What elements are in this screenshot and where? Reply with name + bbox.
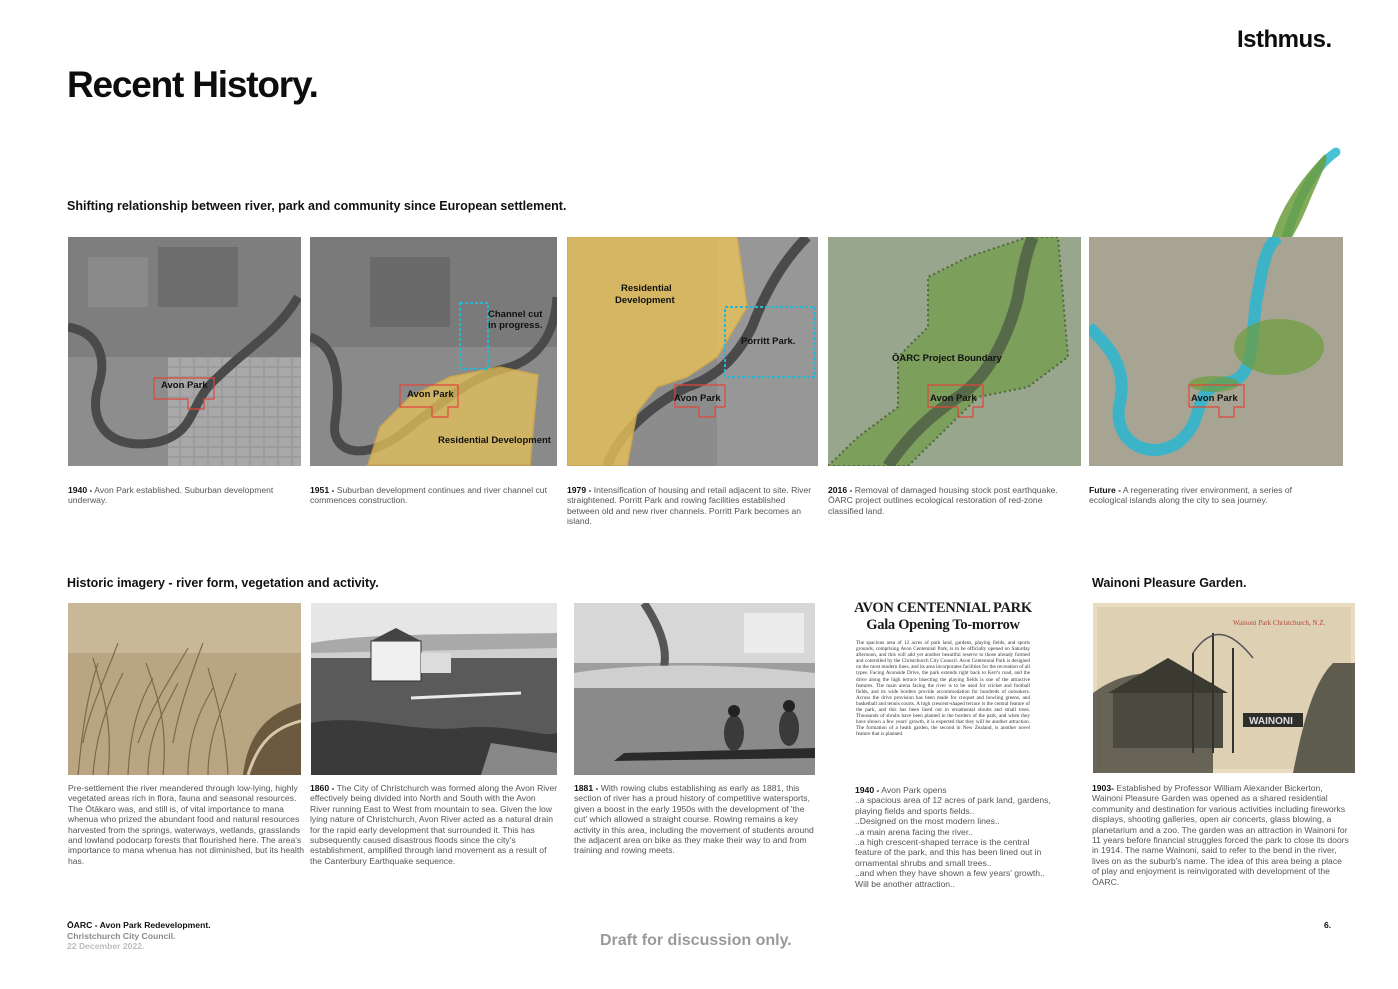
caption-1940: 1940 - Avon Park established. Suburban development underway.: [68, 485, 274, 506]
caption-future: Future - A regenerating river environment, a series of ecological islands along the city to sea journey.: [1089, 485, 1293, 506]
draft-notice: Draft for discussion only.: [600, 932, 792, 949]
section-heading-wainoni: Wainoni Pleasure Garden.: [1092, 576, 1247, 590]
map-label: Avon Park: [1191, 393, 1238, 404]
map-label: ŌARC Project Boundary: [892, 353, 1002, 364]
map-label: Avon Park: [161, 380, 208, 391]
footer-date: 22 December 2022.: [67, 941, 145, 951]
photo-wainoni-postcard: [1093, 603, 1355, 773]
footer-project: ŌARC - Avon Park Redevelopment.: [67, 920, 211, 930]
caption-1951: 1951 - Suburban development continues and river channel cut commences construction.: [310, 485, 547, 506]
newspaper-clipping: [852, 600, 1034, 778]
section-heading-timeline: Shifting relationship between river, park and community since European settlement.: [67, 199, 567, 213]
footer-client: Christchurch City Council.: [67, 930, 176, 941]
map-2016: [828, 237, 1081, 466]
caption-1979: 1979 - Intensification of housing and retail adjacent to site. River straightened. Porritt Park and rowing facilities established between old and new river channels. Porritt Park becomes an island.: [567, 485, 812, 527]
caption-2016: 2016 - Removal of damaged housing stock post earthquake. ŌARC project outlines ecological restoration of red-zone classified land.: [828, 485, 1058, 516]
map-label: Avon Park: [407, 389, 454, 400]
caption-1860: 1860 - The City of Christchurch was formed along the Avon River effectively being divided into North and South with the Avon River running East to West from mountain to sea. Given the low lying nature of Christchurch, Avon River acted as a natural drain for the rapid early development that surrounded it. This has subsequently caused disastrous floods since the city's establishment, amplified through land movement as a result of the Canterbury Earthquake sequence.: [310, 783, 558, 866]
page-title: Recent History.: [67, 64, 318, 105]
map-label: Avon Park: [930, 393, 977, 404]
map-1951: [310, 237, 557, 466]
map-label: Avon Park: [674, 393, 721, 404]
map-label: Porritt Park.: [741, 336, 796, 347]
photo-pre-settlement: [68, 603, 301, 775]
map-label: in progress.: [488, 320, 543, 331]
footer-project-info: [67, 920, 211, 952]
caption-1940-park: 1940 - Avon Park opens ..a spacious area of 12 acres of park land, gardens, playing fields and sports fields.. ..Designed on the most modern lines.. ..a main arena facing the river.. ..a high crescent-shaped terrace is the central feature of the park, and this has been lined out in ornamental shrubs and small trees.. ..and when they have shown a few years' growth.. Will be another attraction..: [855, 785, 1051, 889]
caption-1903: 1903- Established by Professor William Alexander Bickerton, Wainoni Pleasure Garden was opened as a shared residential community and destination for various activities including fireworks displays, shooting galleries, open air concerts, glass blowing, a planetarium and a zoo. The garden was an attraction in Wainoni for 11 years before financial struggles forced the park to close its doors in 1914. The name Wainoni, said to refer to the bend in the river, lives on as the suburb's name. The idea of this area being a place of play and enjoyment is reinvigorated with development of the ŌARC.: [1092, 783, 1349, 887]
map-1979: [567, 237, 818, 466]
photo-1881: [574, 603, 815, 775]
map-label: Development: [615, 295, 675, 306]
map-1940: [68, 237, 301, 466]
postcard-title: Wainoni Park Christchurch, N.Z.: [1233, 619, 1326, 627]
page-number: 6.: [1324, 920, 1332, 930]
section-heading-historic: Historic imagery - river form, vegetation and activity.: [67, 576, 379, 590]
caption-pre-settlement: Pre-settlement the river meandered through low-lying, highly vegetated areas rich in flora, fauna and seasonal resources. The Ōtākaro was, and still is, of vital importance to mana whenua who prized the abundant food and natural resources harvested from the springs, waterways, wetlands, grasslands and lowland podocarp forests that flourished here. The area's importance to mana whenua has not diminished, but its health has.: [68, 783, 304, 866]
photo-1860: [311, 603, 557, 775]
postcard-sign: WAINONI: [1249, 716, 1293, 727]
map-label: Residential: [621, 283, 672, 294]
map-label: Residential Development: [438, 435, 551, 446]
caption-1881: 1881 - With rowing clubs establishing as early as 1881, this section of river has a proud history of competitive watersports, given a boost in the early 1950s with the development of 'the cut' which allowed a straight course. Rowing remains a key activity in this area, including the movement of students around the adjacent area on bike as they make their way to and from training and rowing meets.: [574, 783, 814, 856]
map-future: [1089, 237, 1343, 466]
newspaper-subheadline: Gala Opening To-morrow: [866, 617, 1020, 633]
brand-logo: Isthmus.: [1237, 26, 1332, 53]
map-label: Channel cut: [488, 309, 543, 320]
newspaper-headline: AVON CENTENNIAL PARK: [854, 600, 1032, 616]
newspaper-body: The spacious area of 12 acres of park land, gardens, playing fields, and sports grounds, comprising Avon Centennial Park, is to be officially opened on Saturday afternoon, and this will add yet another beautiful reserve to those already formed and controlled by the Christchurch City Council. Avon Centennial Park is designed on the most modern lines, and its area incorporates facilities for the recreation of all types. Facing Avonside Drive, the park extends right back to Kerr's road, and the drive along the high terrace bisecting the playing fields is one of the attractive features. The main arena facing the river is to be used for cricket and football fields, and its wide borders provide accommodation for hundreds of onlookers. Across the drive provision has been made for croquet and bowling greens, and basketball and tennis courts. A high crescent-shaped terrace is the central feature of the park, and this has been lined out in ornamental shrubs and small trees. Thousands of shrubs have been planted in the borders of the park, and when they have shown a few years' growth, it is expected that they will be another attraction. The formation of a heath garden, the second in New Zealand, is another novel feature that is planned.: [856, 640, 1030, 738]
